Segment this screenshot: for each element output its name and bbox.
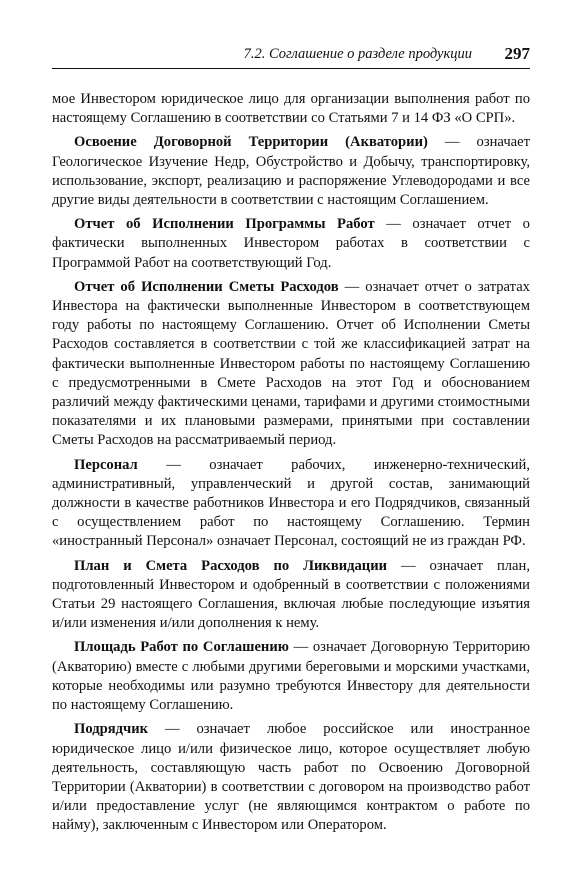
definition-paragraph — [52, 215, 530, 273]
definition-paragraph — [52, 557, 530, 634]
defined-term: Отчет об Исполнении Программы Работ — [74, 216, 375, 233]
page-body — [52, 90, 530, 841]
definition-text: — означает отчет о фактически выполненных Инвестором работах в соответствии с Программой Работ на соответствующий Год. — [52, 216, 530, 271]
page-number: 297 — [504, 44, 530, 63]
definition-paragraph — [52, 456, 530, 552]
definition-text: — означает Геологическое Изучение Недр, Обустройство и Добычу, транспортировку, использование, экспорт, реализацию и распоряжение Углеводородами и все другие виды деятельности в соответствии с настоящим Соглашением. — [52, 134, 530, 209]
definition-text: — означает план, подготовленный Инвестором и одобренный в соответствии с положениями Статьи 29 настоящего Соглашения, включая любые последующие изъятия и/или изменения и/или дополнения к нему. — [52, 557, 530, 632]
defined-term: Персонал — [74, 456, 138, 473]
defined-term: Площадь Работ по Соглашению — [74, 639, 289, 656]
paragraph-text: мое Инвестором юридическое лицо для организации выполнения работ по настоящему Соглашению в соответствии со Статьями 7 и 14 ФЗ «О СРП». — [52, 91, 530, 127]
paragraph-continuation — [52, 90, 530, 128]
definition-text: — означает отчет о затратах Инвестора на фактически выполненные Инвестором в соответствующем году работы по настоящему Соглашению. Отчет об Исполнении Сметы Расходов составляется в соответствии с той же классификацией затрат на фактически выполненные Инвестором работы по настоящему Соглашению с предусмотренными в Смете Расходов на этот Год и обоснованием различий между фактическими ценами, тарифами и другими стоимостными показателями и их плановыми размерами, принятыми при составлении Сметы Расходов на рассматриваемый период. — [52, 278, 530, 449]
definition-text: — означает любое российское или иностранное юридическое лицо и/или физическое лицо, которое осуществляет любую деятельность, составляющую часть работ по Освоению Договорной Территории (Акватории) в соответствии с договором на производство работ и/или предоставление услуг (не являющимся контрактом о работе по найму), заключенным с Инвестором или Оператором. — [52, 721, 530, 834]
definition-paragraph — [52, 133, 530, 210]
definition-paragraph — [52, 720, 530, 835]
definition-text: — означает Договорную Территорию (Акваторию) вместе с любыми другими береговыми и морскими участками, которые необходимы или разумно требуются Инвестору для деятельности по настоящему Соглашению. — [52, 639, 530, 714]
running-header — [52, 44, 530, 69]
defined-term: Подрядчик — [74, 721, 149, 738]
definition-paragraph — [52, 278, 530, 451]
defined-term: Освоение Договорной Территории (Акватории) — [74, 134, 428, 151]
defined-term: Отчет об Исполнении Сметы Расходов — [74, 278, 339, 295]
definition-paragraph — [52, 638, 530, 715]
definition-text: — означает рабочих, инженерно-технический, административный, управленческий и другой состав, занимающий должности в качестве работников Инвестора и его Подрядчиков, связанный с осуществлением работ по настоящему Соглашению. Термин «иностранный Персонал» означает Персонал, состоящий не из граждан РФ. — [52, 456, 530, 550]
defined-term: План и Смета Расходов по Ликвидации — [74, 557, 388, 574]
running-title: 7.2. Соглашение о разделе продукции — [243, 46, 472, 62]
